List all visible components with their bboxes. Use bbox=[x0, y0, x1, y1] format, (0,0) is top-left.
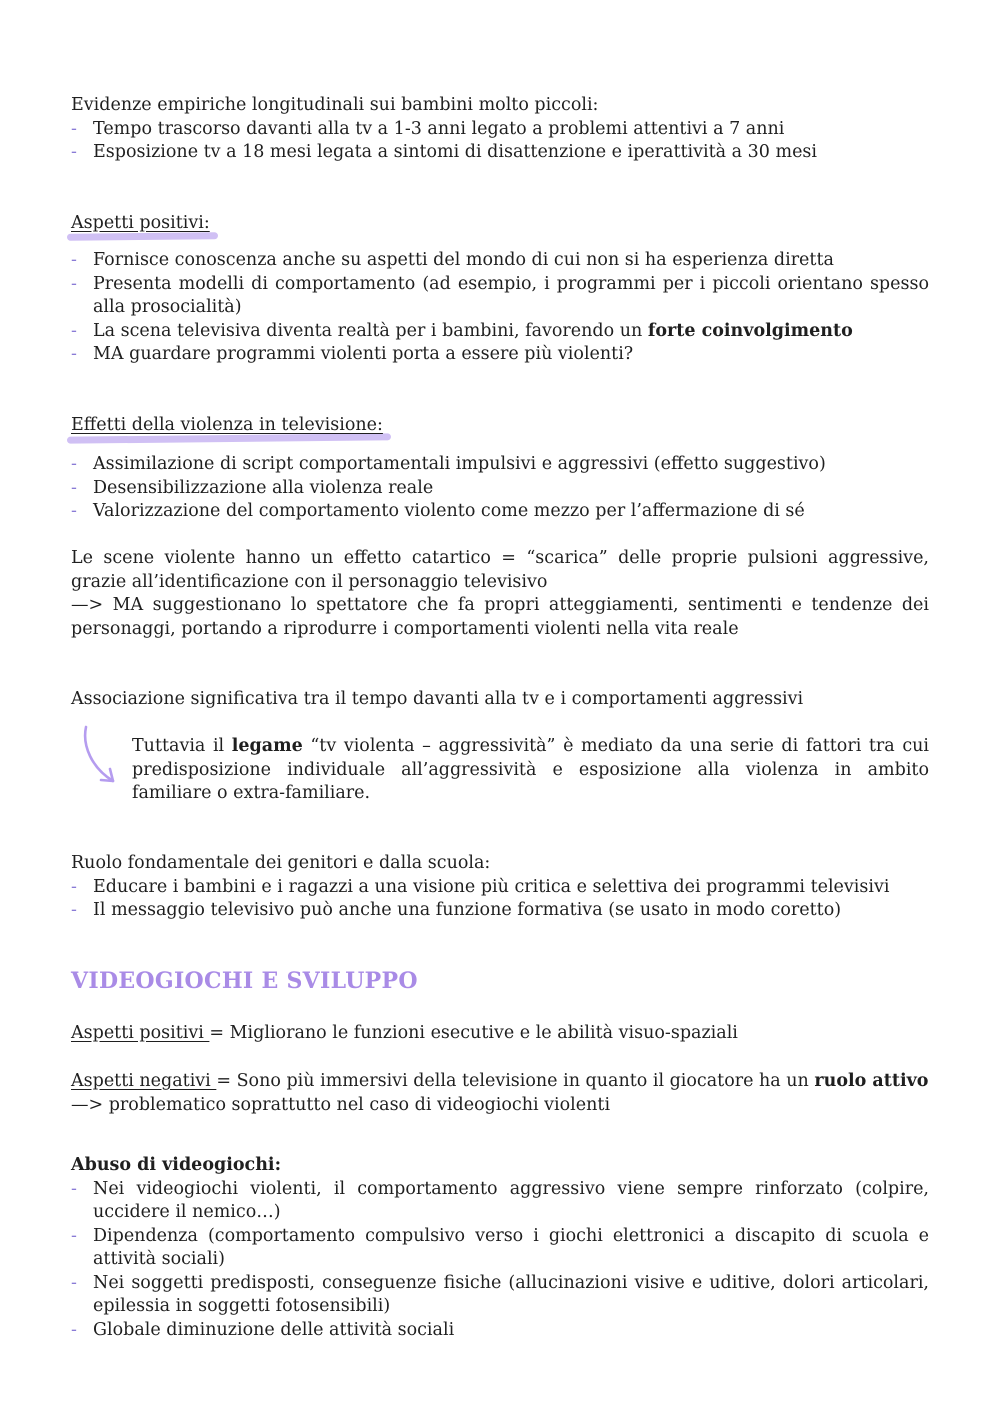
abuso-section bbox=[71, 1154, 929, 1342]
effetti-heading: Effetti della violenza in televisione: bbox=[71, 414, 383, 438]
list-item: - Fornisce conoscenza anche su aspetti del mondo di cui non si ha esperienza diretta bbox=[71, 249, 929, 273]
dash-bullet-icon: - bbox=[71, 1225, 77, 1246]
section-title: VIDEOGIOCHI E SVILUPPO bbox=[71, 968, 418, 994]
associazione-text: Associazione significativa tra il tempo davanti alla tv e i comportamenti aggressivi bbox=[71, 689, 804, 709]
bold-phrase: forte coinvolgimento bbox=[647, 320, 853, 341]
dash-bullet-icon: - bbox=[71, 250, 77, 270]
ruolo-list bbox=[71, 876, 929, 923]
dash-bullet-icon: - bbox=[71, 1319, 77, 1340]
positivi-section bbox=[71, 212, 929, 236]
list-item: - Dipendenza (comportamento compulsivo verso i giochi elettronici a discapito di scuola e attività sociali) bbox=[71, 1225, 929, 1269]
dash-bullet-icon: - bbox=[71, 344, 77, 364]
dash-bullet-icon: - bbox=[71, 477, 77, 498]
dash-bullet-icon: - bbox=[71, 118, 77, 139]
list-item: - Presenta modelli di comportamento (ad esempio, i programmi per i piccoli orientano spesso alla prosocialità) bbox=[71, 273, 929, 317]
list-item: - Educare i bambini e i ragazzi a una visione più critica e selettiva dei programmi televisivi bbox=[71, 876, 929, 900]
list-item: - Il messaggio televisivo può anche una funzione formativa (se usato in modo coretto) bbox=[71, 899, 929, 923]
list-item: - Desensibilizzazione alla violenza reale bbox=[71, 477, 929, 501]
dash-bullet-icon: - bbox=[71, 273, 77, 294]
dash-bullet-icon: - bbox=[71, 1178, 77, 1199]
intro-list bbox=[71, 118, 929, 165]
abuso-list bbox=[71, 1178, 929, 1343]
bold-phrase: ruolo attivo bbox=[814, 1071, 929, 1091]
ruolo-heading: Ruolo fondamentale dei genitori e dalla scuola: bbox=[71, 853, 491, 873]
curved-arrow-icon bbox=[80, 724, 120, 786]
list-item: - Valorizzazione del comportamento violento come mezzo per l’affermazione di sé bbox=[71, 500, 929, 524]
dash-bullet-icon: - bbox=[71, 142, 77, 162]
effetti-list-block bbox=[71, 453, 929, 524]
effetti-section bbox=[71, 414, 929, 438]
dash-bullet-icon: - bbox=[71, 1272, 77, 1293]
videogiochi-negativi: Aspetti negativi = Sono più immersivi della televisione in quanto il giocatore ha un ruolo attivo —> problematico soprattutto nel caso di videogiochi violenti bbox=[71, 1071, 929, 1115]
intro-heading: Evidenze empiriche longitudinali sui bambini molto piccoli: bbox=[71, 95, 599, 115]
list-item: - Esposizione tv a 18 mesi legata a sintomi di disattenzione e iperattività a 30 mesi bbox=[71, 141, 929, 165]
abuso-heading: Abuso di videogiochi: bbox=[71, 1155, 282, 1175]
list-item: - La scena televisiva diventa realtà per i bambini, favorendo un forte coinvolgimento bbox=[71, 320, 929, 344]
dash-bullet-icon: - bbox=[71, 454, 77, 474]
list-item: - Tempo trascorso davanti alla tv a 1-3 anni legato a problemi attentivi a 7 anni bbox=[71, 118, 929, 142]
positivi-label: Aspetti positivi bbox=[71, 1023, 210, 1043]
positivi-heading: Aspetti positivi: bbox=[71, 212, 210, 236]
catartico-paragraph: Le scene violente hanno un effetto catartico = “scarica” delle proprie pulsioni aggressive, grazie all’identificazione con il personaggio televisivo bbox=[71, 548, 929, 592]
bold-phrase: legame bbox=[231, 736, 303, 756]
ruolo-section bbox=[71, 852, 929, 923]
dash-bullet-icon: - bbox=[71, 900, 77, 920]
mediation-note: Tuttavia il legame “tv violenta – aggressività” è mediato da una serie di fattori tra cui predisposizione individuale all’aggressività e esposizione alla violenza in ambito familiare o extra-familiare. bbox=[132, 736, 941, 803]
intro-section bbox=[71, 94, 929, 165]
catartico-followup: —> MA suggestionano lo spettatore che fa propri atteggiamenti, sentimenti e tendenze dei personaggi, portando a riprodurre i comportamenti violenti nella vita reale bbox=[71, 595, 929, 639]
dash-bullet-icon: - bbox=[71, 876, 77, 897]
effetti-list bbox=[71, 453, 929, 524]
positivi-list-block bbox=[71, 249, 929, 367]
list-item: - MA guardare programmi violenti porta a essere più violenti? bbox=[71, 343, 929, 367]
dash-bullet-icon: - bbox=[71, 501, 77, 521]
dash-bullet-icon: - bbox=[71, 320, 77, 341]
positivi-list bbox=[71, 249, 929, 367]
negativi-label: Aspetti negativi bbox=[71, 1071, 217, 1091]
videogiochi-positivi: Aspetti positivi = Migliorano le funzioni esecutive e le abilità visuo-spaziali bbox=[71, 1023, 738, 1043]
list-item: - Nei videogiochi violenti, il comportamento aggressivo viene sempre rinforzato (colpire, uccidere il nemico…) bbox=[71, 1178, 929, 1222]
list-item: - Nei soggetti predisposti, conseguenze fisiche (allucinazioni visive e uditive, dolori articolari, epilessia in soggetti fotosensibili) bbox=[71, 1272, 929, 1316]
list-item: - Globale diminuzione delle attività sociali bbox=[71, 1319, 929, 1343]
list-item: - Assimilazione di script comportamentali impulsivi e aggressivi (effetto suggestivo) bbox=[71, 453, 929, 477]
